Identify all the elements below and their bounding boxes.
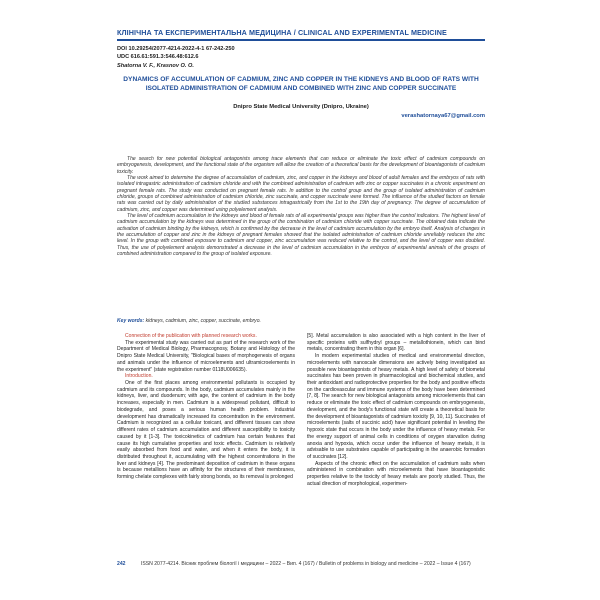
udc-line: UDC 616.61:591.3:546.48:612.6	[117, 54, 199, 60]
abstract-paragraph: The level of cadmium accumulation in the kidneys and blood of female rats of all experimental groups was higher than the control indicators. The highest level of cadmium accumulation by the kidneys was determined in the group of the combination of cadmium chloride with copper succinate. The obtained data indicate the activation of cadmium binding by the kidneys, which is confirmed by the decrease in the level of cadmium accumulation by the embryo itself. Analysis of changes in the accumulation of copper and zinc in the kidneys of pregnant females showed that the isolated administration of cadmium chloride unreliably reduces the zinc level. In the group with combined exposure to cadmium and copper, zinc accumulation was reduced relative to the control, and the level of copper was doubled. Thus, the use of polyelement analysis demonstrated a decrease in the level of cadmium accumulation in the embryos of experimental animals of the groups of combined administration compared to the group of isolated exposure.	[117, 213, 485, 258]
body-column-left	[117, 333, 295, 481]
journal-section-header: КЛІНІЧНА ТА ЕКСПЕРИМЕНТАЛЬНА МЕДИЦИНА / CLINICAL AND EXPERIMENTAL MEDICINE	[117, 28, 447, 37]
journal-page	[117, 0, 485, 600]
body-paragraph: The experimental study was carried out as part of the research work of the Department of Medical Biology, Pharmacognosy, Botany and Histology of the Dnipro State Medical University, "Biological bases of morphogenesis of organs and animals under the influence of microelements and ultramicroelements in the experiment" (state registration number 0118U006635).	[117, 339, 295, 373]
keywords-label: Key words:	[117, 318, 145, 324]
affiliation: Dnipro State Medical University (Dnipro, Ukraine)	[233, 104, 369, 110]
keywords-text: kidneys, cadmium, zinc, copper, succinate, embryo.	[145, 318, 261, 324]
article-title: DYNAMICS OF ACCUMULATION OF CADMIUM, ZINC AND COPPER IN THE KIDNEYS AND BLOOD OF RATS WITH ISOLATED ADMINISTRATION OF CADMIUM AND COMBINED WITH ZINC AND COPPER SUCCINATE	[123, 76, 479, 93]
body-paragraph: One of the first places among environmental pollutants is occupied by cadmium and its compounds. In the body, cadmium accumulates mainly in the kidneys, liver, and duodenum; with age, the content of cadmium in the body increases, especially in men. Cadmium is a widespread pollutant, difficult to biodegrade, and poses a serious human health problem. Industrial development has dramatically increased its concentration in the environment. Cadmium is recognized as a cellular toxicant, and different tissues can show different rates of cadmium accumulation and different susceptibility to toxicity caused by it [1-3]. The toxicokinetics of cadmium has certain features that cause its high cumulative properties and toxic effects. Cadmium is relatively easily absorbed from food and water, and when it enters the body, it is distributed throughout it, accumulating with the highest concentrations in the liver and kidneys [4]. The predominant deposition of cadmium in these organs is because metallions have an affinity for the structures of their membranes, forming chelate complexes with fairly strong bonds, so its removal is prolonged	[117, 380, 295, 481]
abstract	[117, 156, 485, 258]
footer-journal-info: ISSN 2077-4214. Вісник проблем біології і медицини – 2022 – Вип. 4 (167) / Bulletin of problems in biology and medicine – 2022 – Issue 4 (167)	[140, 561, 471, 567]
keywords-line	[117, 318, 485, 324]
header-divider	[117, 39, 485, 41]
body-paragraph: [5]. Metal accumulation is also associated with a high content in the liver of specific proteins with sulfhydryl groups – metallothionein, which can bind metals, concentrating them in this organ [6].	[307, 333, 485, 353]
body-paragraph: In modern experimental studies of medical and environmental direction, microelements with nanoscale dimensions are actively being investigated as possible new bioantagonists of heavy metals. A high level of safety of biometal succinates has been proven in pharmacological and biochemical studies, and their antioxidant and radioprotective properties for the body and positive effects on the cardiovascular and immune systems of the body have been determined [7, 8]. The search for new biological antagonists among microelements that can reduce or eliminate the toxic effect of cadmium compounds on embryogenesis, development, and the body's functional state will create a theoretical basis for the development of bioantagonists of cadmium toxicity [9, 10, 11]. Succinates of microelements (salts of succinic acid) have significant potential in leveling the hypoxic state that occurs in the body under the influence of heavy metals. For the energy support of animal cells in conditions of oxygen starvation during anoxia and hypoxia, which occur under the influence of heavy metals, it is advisable to use substrates capable of participating in the anaerobic formation of succinates [12].	[307, 353, 485, 460]
abstract-paragraph: The work aimed to determine the degree of accumulation of cadmium, zinc, and copper in the kidneys and blood of adult females and the embryos of rats with isolated intragastric administration of cadmium chloride and with the combined administration of cadmium with zinc or copper succinates in a chronic experiment on pregnant female rats. The study was conducted on pregnant female rats. In addition to the control group and the group of isolated administration of cadmium chloride, groups of combined administration of cadmium chloride, zinc succinate, and copper succinate were formed. The influence of the studied factors on female rats was carried out by daily administration of the studied substances intragastrically from the 1st to the 19th day of pregnancy. The degree of accumulation of cadmium, zinc, and copper was determined using polyelement analysis.	[117, 175, 485, 213]
section-heading: Introduction.	[125, 373, 153, 380]
authors-line: Shatorna V. F., Krasnov O. O.	[117, 63, 194, 69]
abstract-paragraph: The search for new potential biological antagonists among trace elements that can reduce or eliminate the toxic effect of cadmium compounds on embryogenesis, development, and the functional state of the organism will allow the creation of a theoretical basis for the development of bioantagonists of cadmium toxicity.	[117, 156, 485, 175]
body-paragraph: Aspects of the chronic effect on the accumulation of cadmium salts when administered in combination with microelements that have bioantagonistic properties relative to the toxicity of heavy metals are poorly studied. Thus, the actual direction of morphological, experimen-	[307, 460, 485, 487]
section-heading: Connection of the publication with planned research works.	[125, 333, 257, 339]
page-footer	[117, 561, 485, 567]
author-email-link[interactable]: verashatornaya67@gmail.com	[401, 113, 485, 119]
body-column-right	[307, 333, 485, 488]
page-number: 242	[117, 561, 126, 567]
doi-line: DOI 10.29254/2077-4214-2022-4-1 67-242-250	[117, 46, 235, 52]
